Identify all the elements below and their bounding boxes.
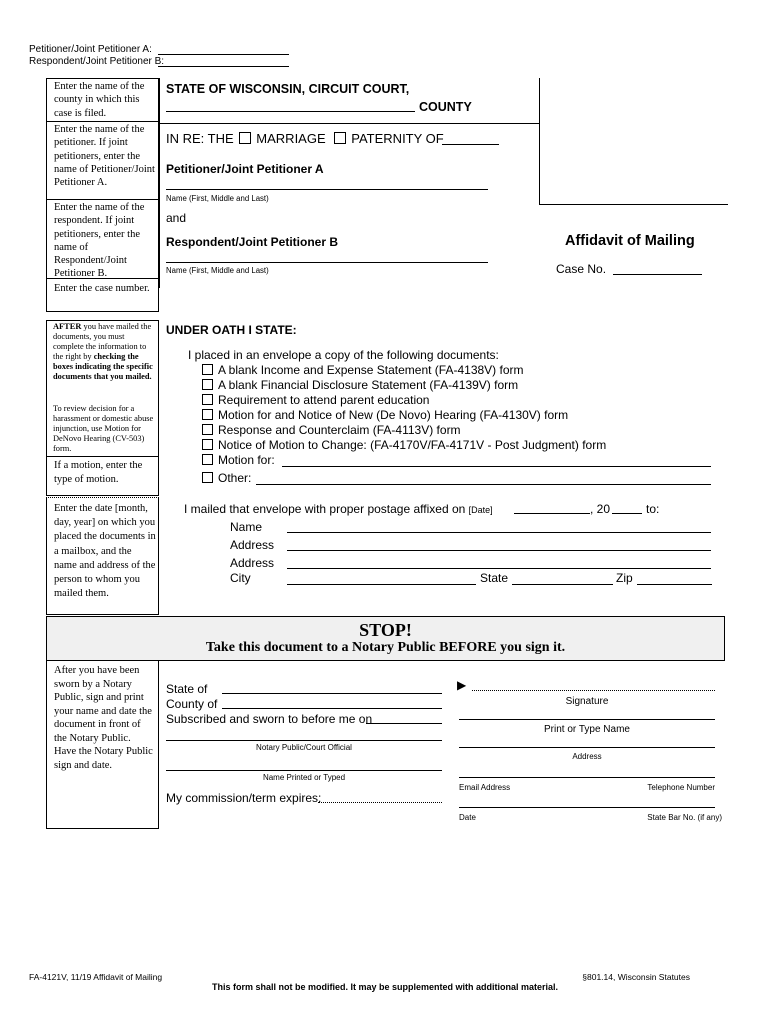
footer-notice: This form shall not be modified. It may be supplemented with additional material. [211,982,559,992]
divider [539,204,728,205]
name-label: Name [230,520,263,534]
mailed-date-line[interactable] [514,513,590,514]
case-no-line[interactable] [613,274,702,275]
doc-row-motion [202,453,275,468]
mail-address2-line[interactable] [287,568,711,569]
signature-line[interactable] [472,690,715,691]
motion-for-label: Motion for: [218,453,275,467]
name-caption-a: Name (First, Middle and Last) [166,194,269,203]
instruction-motion: If a motion, enter the type of motion. [54,460,143,485]
print-name-line[interactable] [459,719,715,720]
marriage-label: MARRIAGE [256,131,326,146]
instruction-review: To review decision for a harassment or domestic abuse injunction, use Motion for DeNovo Hearing (CV-503) form. [53,404,154,453]
instruction-date: Enter the date [month, day, year] on which you placed the documents in a mailbox, and the name and address of the person to whom you mailed them. [54,503,156,600]
doc-row-3 [202,393,429,408]
paternity-checkbox[interactable] [334,132,346,144]
doc-label-3: Requirement to attend parent education [218,393,430,407]
instruction-after [53,322,157,381]
name-caption-b: Name (First, Middle and Last) [166,266,269,275]
doc-checkbox-2[interactable] [202,379,213,390]
zip-line[interactable] [637,584,712,585]
county-name-line[interactable] [166,111,415,112]
name-printed-caption: Name Printed or Typed [262,773,346,782]
instruction-respondent: Enter the name of the respondent. If joint petitioners, enter the name of Respondent/Joint Petitioner B. [54,202,145,280]
mailed-text: I mailed that envelope with proper postage affixed on [184,502,466,516]
statute-ref: §801.14, Wisconsin Statutes [582,972,690,982]
instruction-case-number: Enter the case number. [54,283,150,294]
oath-intro: I placed in an envelope a copy of the following documents: [188,348,499,362]
paternity-of-line[interactable] [442,144,499,145]
marriage-checkbox[interactable] [239,132,251,144]
year-prefix: , 20 [590,502,611,516]
doc-label-1: A blank Income and Expense Statement (FA-4138V) form [218,363,524,377]
and-label: and [166,211,187,225]
respondent-name-line[interactable] [166,262,488,263]
email-phone-line[interactable] [459,777,715,778]
petitioner-a-top-line[interactable] [158,54,289,55]
email-caption: Email Address [459,783,511,792]
instruction-county: Enter the name of the county in which this case is filed. [54,81,145,119]
oath-heading: UNDER OATH I STATE: [166,323,297,337]
doc-row-5 [202,423,461,438]
doc-row-other [202,471,251,486]
date-label: [Date] [468,505,493,515]
paternity-label: PATERNITY OF [351,131,444,146]
caption-left-border [159,78,160,288]
county-label: COUNTY [419,100,472,114]
petitioner-heading: Petitioner/Joint Petitioner A [166,162,324,176]
subscribed-date-line[interactable] [366,723,442,724]
commission-label: My commission/term expires: [166,791,322,805]
respondent-b-top-label: Respondent/Joint Petitioner B: [29,56,165,67]
county-of-line[interactable] [222,708,442,709]
other-checkbox[interactable] [202,472,213,483]
divider [46,121,159,122]
court-heading: STATE OF WISCONSIN, CIRCUIT COURT, [166,82,410,96]
state-of-label: State of [166,682,208,696]
city-label: City [230,571,251,585]
in-re-row [166,131,444,146]
notary-name-line[interactable] [166,770,442,771]
address1-label: Address [230,538,275,552]
form-title: Affidavit of Mailing [565,233,695,249]
other-label: Other: [218,471,252,485]
address2-label: Address [230,556,275,570]
stop-subtitle: Take this document to a Notary Public BEFORE you sign it. [205,640,566,655]
doc-row-6 [202,438,606,453]
instruction-notary: After you have been sworn by a Notary Public, sign and print your name and date the document in front of the Notary Public. Have the Notary Public sign and date. [54,665,153,771]
doc-label-5: Response and Counterclaim (FA-4113V) form [218,423,461,437]
doc-checkbox-6[interactable] [202,439,213,450]
caption-right-border [539,78,540,205]
state-bar-caption: State Bar No. (if any) [647,813,722,822]
address-line[interactable] [459,747,715,748]
notary-official-caption: Notary Public/Court Official [256,743,352,752]
motion-for-checkbox[interactable] [202,454,213,465]
to-label: to: [646,502,660,516]
county-of-label: County of [166,697,218,711]
state-label: State [480,571,509,585]
doc-checkbox-5[interactable] [202,424,213,435]
other-line[interactable] [256,484,711,485]
doc-checkbox-3[interactable] [202,394,213,405]
respondent-b-top-line[interactable] [158,66,289,67]
notary-signature-line[interactable] [166,740,442,741]
mail-address1-line[interactable] [287,550,711,551]
zip-label: Zip [616,571,633,585]
state-line[interactable] [512,584,613,585]
after-bold2: checking the boxes indicating the specific documents that you mailed. [53,351,153,381]
after-text: you have mailed the documents, you must complete the information to the right by [53,322,152,361]
respondent-heading: Respondent/Joint Petitioner B [166,235,339,249]
instruction-petitioner: Enter the name of the petitioner. If joint petitioners, enter the name of Petitioner/Joint Petitioner A. [54,124,155,189]
arrow-icon: ▶ [457,678,467,692]
state-of-line[interactable] [222,693,442,694]
city-line[interactable] [287,584,476,585]
doc-label-6: Notice of Motion to Change: (FA-4170V/FA-4171V - Post Judgment) form [218,438,607,452]
subscribed-label: Subscribed and sworn to before me on [166,712,373,726]
address-caption: Address [572,752,602,761]
after-bold: AFTER [53,322,82,331]
doc-row-4 [202,408,568,423]
doc-label-4: Motion for and Notice of New (De Novo) Hearing (FA-4130V) form [218,408,569,422]
divider [46,199,159,200]
doc-checkbox-4[interactable] [202,409,213,420]
motion-for-line[interactable] [282,466,711,467]
stop-title: STOP! [359,620,412,640]
in-re-label: IN RE: THE [166,131,234,146]
doc-checkbox-1[interactable] [202,364,213,375]
year-line[interactable] [612,513,642,514]
doc-row-2 [202,378,518,393]
petitioner-name-line[interactable] [166,189,488,190]
divider [159,123,540,124]
petitioner-a-top-label: Petitioner/Joint Petitioner A: [29,44,152,55]
mailed-row [184,502,493,516]
commission-line[interactable] [318,802,442,803]
form-id: FA-4121V, 11/19 Affidavit of Mailing [29,972,163,982]
doc-label-2: A blank Financial Disclosure Statement (FA-4139V) form [218,378,519,392]
telephone-caption: Telephone Number [647,783,715,792]
signature-caption: Signature [565,696,609,707]
case-no-label: Case No. [556,262,607,276]
print-name-caption: Print or Type Name [544,724,630,735]
mail-name-line[interactable] [287,532,711,533]
doc-row-1 [202,363,524,378]
date-bar-line[interactable] [459,807,715,808]
date-caption: Date [459,813,476,822]
